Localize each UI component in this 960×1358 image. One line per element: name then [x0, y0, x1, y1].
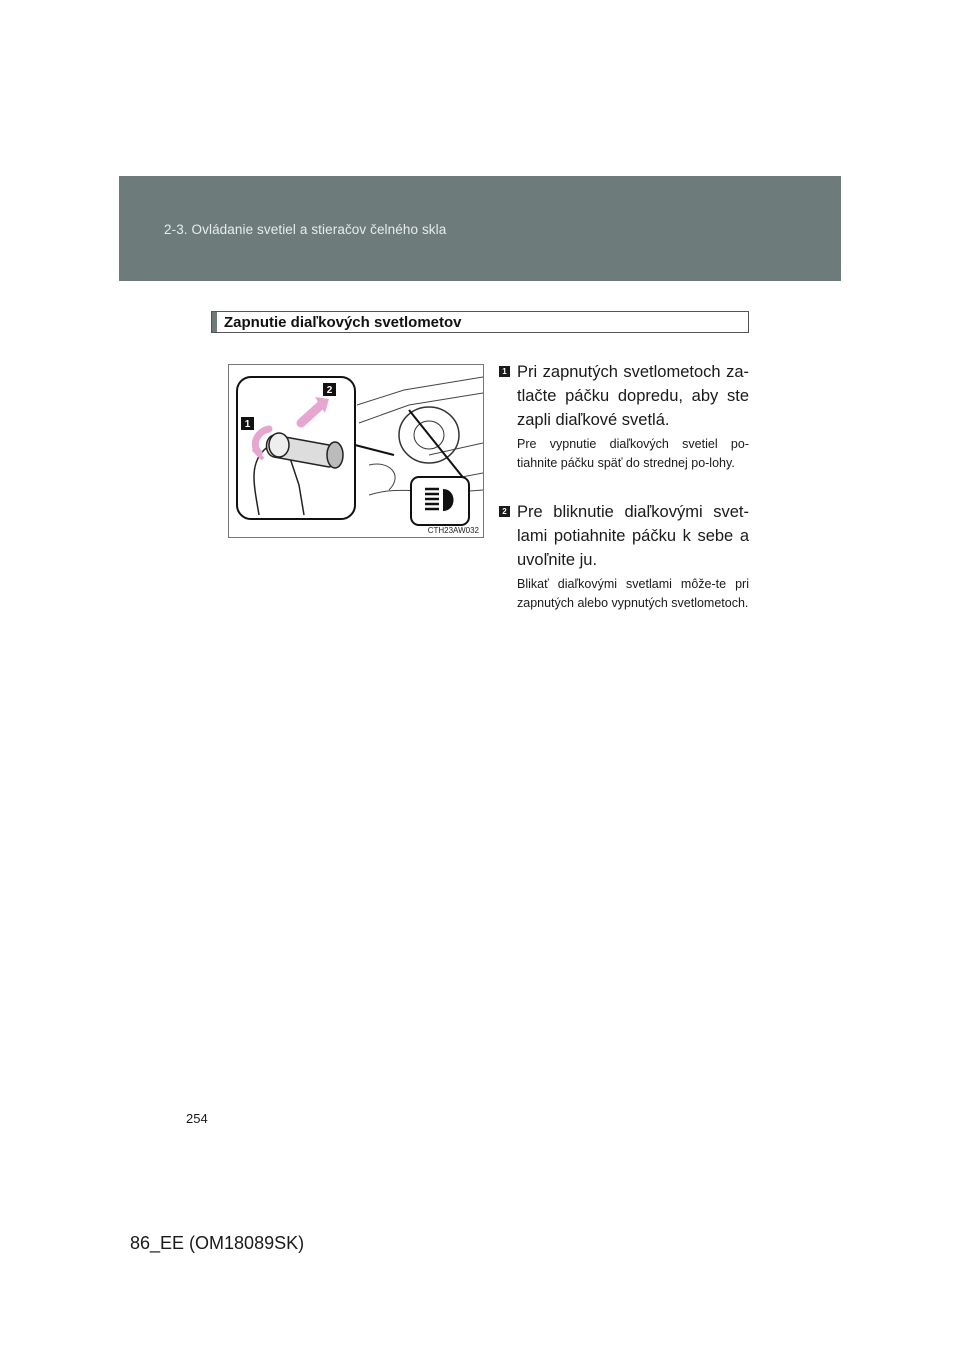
page-number: 254 [186, 1111, 208, 1126]
step-1-text: Pri zapnutých svetlometoch za-tlačte páčku dopredu, aby ste zapli diaľkové svetlá. [517, 363, 749, 429]
section-title: Zapnutie diaľkových svetlometov [224, 314, 462, 331]
lever-illustration [228, 364, 484, 538]
document-code: 86_EE (OM18089SK) [130, 1233, 305, 1253]
step-2-text: Pre bliknutie diaľkovými svet-lami potiahnite páčku k sebe a uvoľnite ju. [517, 503, 749, 569]
header-section-path: 2-3. Ovládanie svetiel a stieračov čelného skla [164, 222, 447, 237]
figure-badge-2: 2 [326, 385, 333, 396]
step-1-note: Pre vypnutie diaľkových svetiel po-tiahnite páčku späť do strednej po-lohy. [517, 437, 749, 470]
step-2-note: Blikať diaľkovými svetlami môže-te pri zapnutých alebo vypnutých svetlometoch. [517, 577, 749, 610]
figure-badge-1: 1 [244, 419, 251, 430]
step-1-badge: 1 [499, 366, 510, 377]
figure-code: CTH23AW032 [427, 526, 479, 535]
section-title-accent [212, 312, 217, 332]
lever-illustration-drawing [229, 365, 483, 537]
header-band [119, 176, 841, 281]
section-title-box [211, 311, 749, 333]
step-2-badge: 2 [499, 506, 510, 517]
